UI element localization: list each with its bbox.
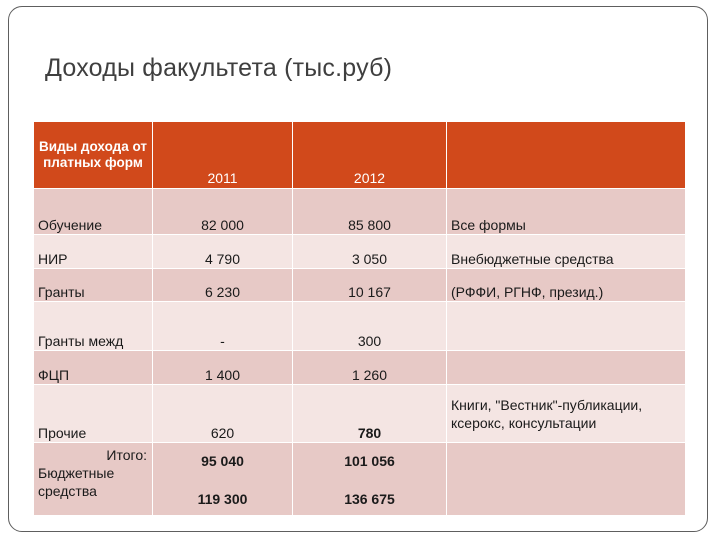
total-2012: 101 056 — [344, 453, 395, 469]
budget-label: Бюджетные средства — [38, 465, 115, 499]
header-year-2012: 2012 — [293, 122, 447, 189]
value-2012: 3 050 — [293, 235, 447, 269]
row-note — [447, 351, 686, 385]
totals-row — [34, 443, 686, 516]
row-label: Прочие — [34, 385, 153, 443]
value-2011: 4 790 — [153, 235, 293, 269]
value-2012: 1 260 — [293, 351, 447, 385]
totals-2011 — [153, 443, 293, 516]
value-2011: 6 230 — [153, 269, 293, 302]
value-2011: 620 — [153, 385, 293, 443]
row-label: Гранты межд — [34, 302, 153, 351]
value-2012: 85 800 — [293, 189, 447, 235]
income-table — [33, 121, 686, 516]
row-note: Все формы — [447, 189, 686, 235]
totals-labels — [34, 443, 153, 516]
value-2012: 10 167 — [293, 269, 447, 302]
row-label: ФЦП — [34, 351, 153, 385]
total-label: Итого: — [106, 447, 147, 463]
table-row — [34, 351, 686, 385]
row-label: Гранты — [34, 269, 153, 302]
row-note: Внебюджетные средства — [447, 235, 686, 269]
value-2012: 780 — [293, 385, 447, 443]
slide-title: Доходы факультета (тыс.руб) — [45, 54, 393, 82]
value-2011: 1 400 — [153, 351, 293, 385]
budget-2011: 119 300 — [197, 491, 248, 507]
total-2011: 95 040 — [201, 453, 244, 469]
value-2012: 300 — [293, 302, 447, 351]
table-row — [34, 189, 686, 235]
row-note — [447, 302, 686, 351]
table-row — [34, 269, 686, 302]
header-year-2011: 2011 — [153, 122, 293, 189]
row-note: (РФФИ, РГНФ, презид.) — [447, 269, 686, 302]
header-notes — [447, 122, 686, 189]
value-2011: - — [153, 302, 293, 351]
row-note: Книги, "Вестник"-публикации, ксерокс, консультации — [447, 385, 686, 443]
row-label: НИР — [34, 235, 153, 269]
value-2011: 82 000 — [153, 189, 293, 235]
table-row — [34, 385, 686, 443]
row-label: Обучение — [34, 189, 153, 235]
header-income-type: Виды дохода от платных форм — [34, 122, 153, 189]
table-header-row — [34, 122, 686, 189]
table-row — [34, 302, 686, 351]
totals-note — [447, 443, 686, 516]
budget-2012: 136 675 — [344, 491, 395, 507]
totals-2012 — [293, 443, 447, 516]
table-row — [34, 235, 686, 269]
